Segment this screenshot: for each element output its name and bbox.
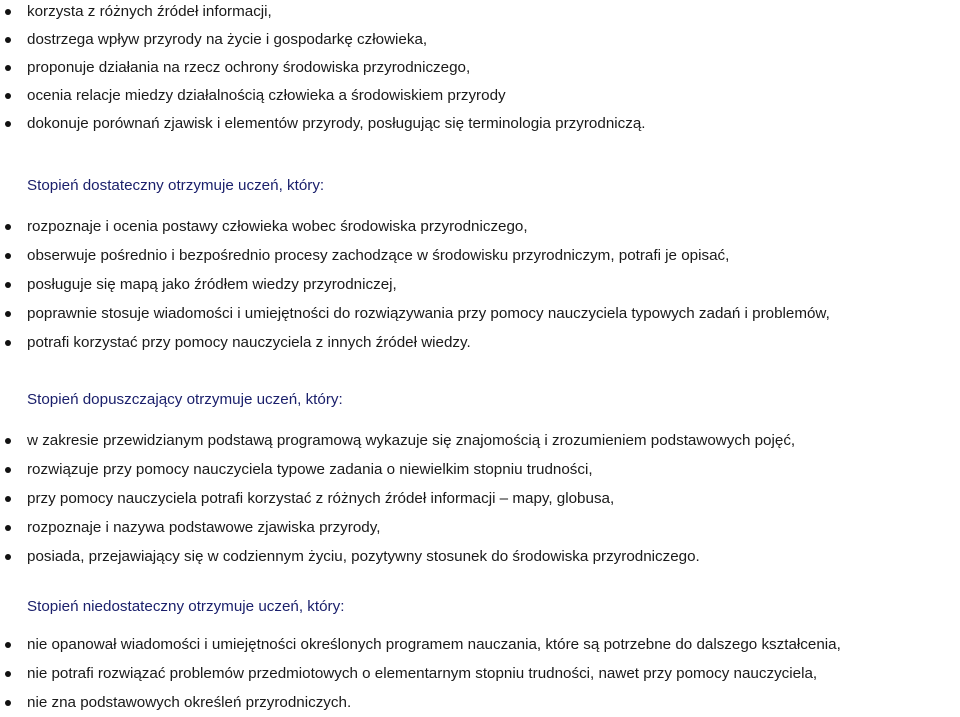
list-item xyxy=(0,0,646,26)
list-item-text: w zakresie przewidzianym podstawą programową wykazuje się znajomością i zrozumieniem podstawowych pojęć, xyxy=(27,432,796,449)
heading-dopuszczajacy: Stopień dopuszczający otrzymuje uczeń, który: xyxy=(27,391,343,408)
list-item-text: poprawnie stosuje wiadomości i umiejętności do rozwiązywania przy pomocy nauczyciela typowych zadań i problemów, xyxy=(27,305,830,322)
list-item-text: posługuje się mapą jako źródłem wiedzy przyrodniczej, xyxy=(27,276,397,293)
list-item-text: dokonuje porównań zjawisk i elementów przyrody, posługując się terminologia przyrodniczą. xyxy=(27,115,646,132)
bullet-list-top xyxy=(0,0,646,138)
bullet-icon xyxy=(5,671,11,677)
bullet-icon xyxy=(5,37,11,43)
bullet-icon xyxy=(5,9,11,15)
list-item-text: proponuje działania na rzecz ochrony środowiska przyrodniczego, xyxy=(27,59,471,76)
list-item-text: obserwuje pośrednio i bezpośrednio procesy zachodzące w środowisku przyrodniczym, potrafi je opisać, xyxy=(27,247,730,264)
bullet-list-dostateczny xyxy=(0,212,830,357)
list-item-text: dostrzega wpływ przyrody na życie i gospodarkę człowieka, xyxy=(27,31,428,48)
bullet-list-niedostateczny xyxy=(0,630,841,717)
bullet-icon xyxy=(5,496,11,502)
list-item-text: korzysta z różnych źródeł informacji, xyxy=(27,3,272,20)
list-item-text: rozwiązuje przy pomocy nauczyciela typowe zadania o niewielkim stopniu trudności, xyxy=(27,461,593,478)
list-item xyxy=(0,299,830,328)
list-item-text: nie opanował wiadomości i umiejętności określonych programem nauczania, które są potrzebne do dalszego kształcenia, xyxy=(27,636,841,653)
bullet-icon xyxy=(5,224,11,230)
bullet-icon xyxy=(5,311,11,317)
heading-dostateczny: Stopień dostateczny otrzymuje uczeń, który: xyxy=(27,177,325,194)
list-item xyxy=(0,426,795,455)
list-item xyxy=(0,455,795,484)
bullet-icon xyxy=(5,700,11,706)
list-item xyxy=(0,542,795,571)
bullet-icon xyxy=(5,121,11,127)
bullet-icon xyxy=(5,65,11,71)
list-item-text: nie zna podstawowych określeń przyrodniczych. xyxy=(27,694,352,711)
bullet-icon xyxy=(5,282,11,288)
heading-niedostateczny: Stopień niedostateczny otrzymuje uczeń, który: xyxy=(27,598,345,615)
list-item-text: przy pomocy nauczyciela potrafi korzystać z różnych źródeł informacji – mapy, globusa, xyxy=(27,490,615,507)
list-item-text: potrafi korzystać przy pomocy nauczyciela z innych źródeł wiedzy. xyxy=(27,334,471,351)
bullet-icon xyxy=(5,642,11,648)
list-item-text: rozpoznaje i nazywa podstawowe zjawiska przyrody, xyxy=(27,519,381,536)
list-item xyxy=(0,484,795,513)
list-item xyxy=(0,82,646,110)
list-item xyxy=(0,241,830,270)
list-item-text: posiada, przejawiający się w codziennym życiu, pozytywny stosunek do środowiska przyrodniczego. xyxy=(27,548,700,565)
bullet-icon xyxy=(5,253,11,259)
list-item xyxy=(0,270,830,299)
list-item xyxy=(0,110,646,138)
bullet-icon xyxy=(5,554,11,560)
bullet-icon xyxy=(5,93,11,99)
list-item-text: ocenia relacje miedzy działalnością człowieka a środowiskiem przyrody xyxy=(27,87,506,104)
list-item-text: nie potrafi rozwiązać problemów przedmiotowych o elementarnym stopniu trudności, nawet przy pomocy nauczyciela, xyxy=(27,665,818,682)
bullet-icon xyxy=(5,438,11,444)
list-item xyxy=(0,212,830,241)
list-item xyxy=(0,54,646,82)
bullet-list-dopuszczajacy xyxy=(0,426,795,571)
list-item xyxy=(0,688,841,717)
list-item xyxy=(0,659,841,688)
list-item xyxy=(0,328,830,357)
bullet-icon xyxy=(5,467,11,473)
list-item xyxy=(0,26,646,54)
list-item-text: rozpoznaje i ocenia postawy człowieka wobec środowiska przyrodniczego, xyxy=(27,218,528,235)
list-item xyxy=(0,630,841,659)
list-item xyxy=(0,513,795,542)
bullet-icon xyxy=(5,525,11,531)
bullet-icon xyxy=(5,340,11,346)
